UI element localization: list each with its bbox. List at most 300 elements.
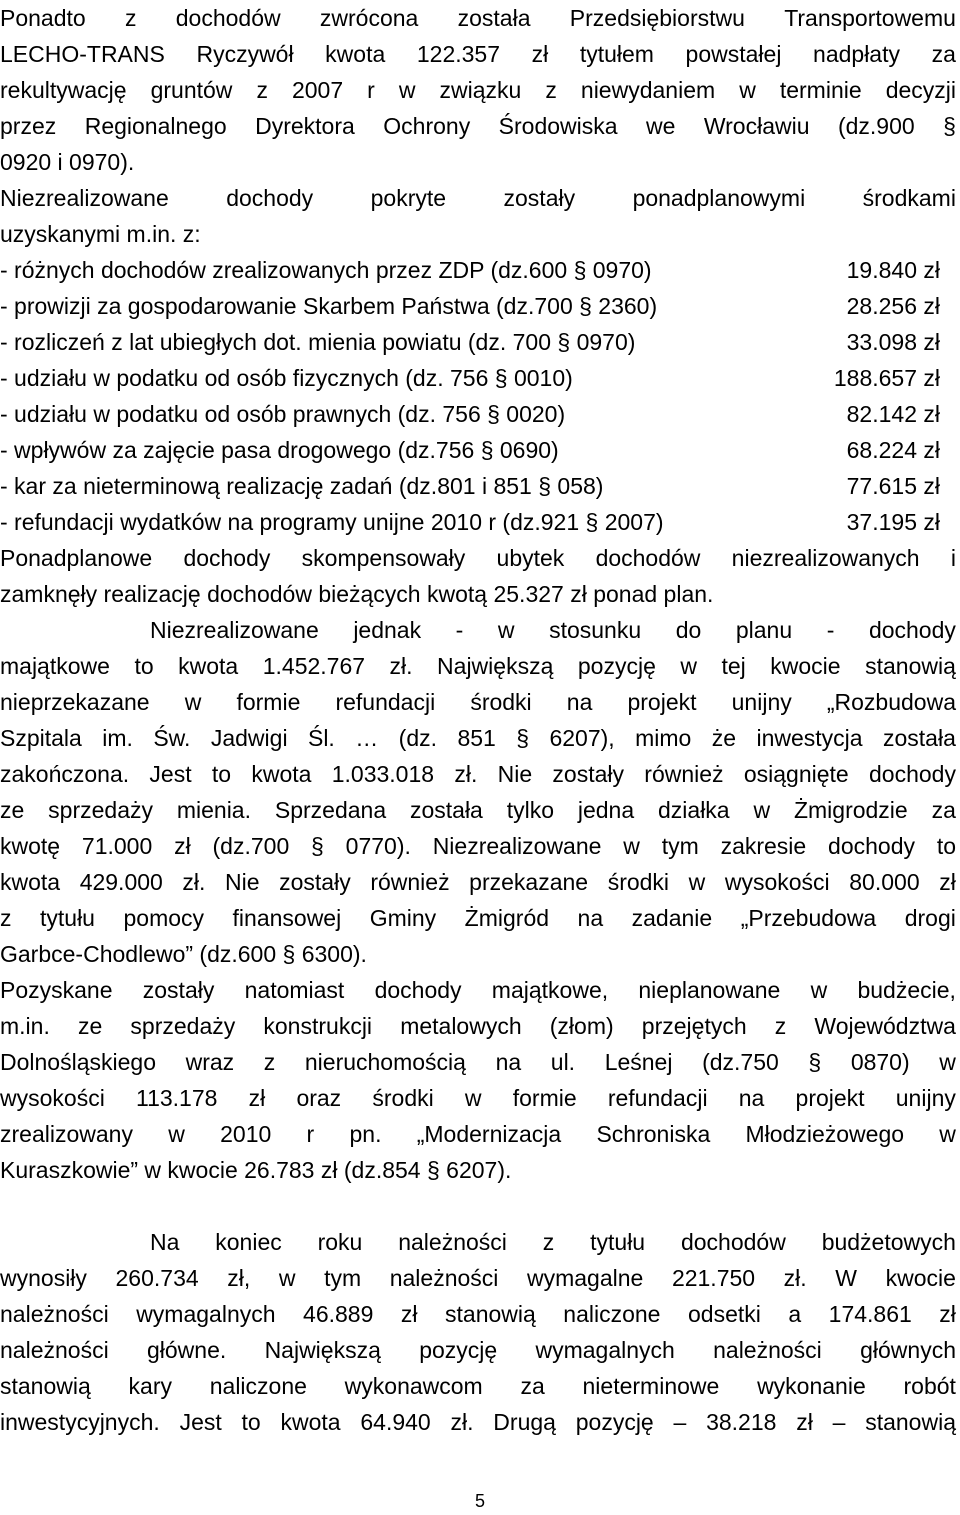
- word: stanowią: [865, 1409, 956, 1435]
- word: budżetowych: [821, 1229, 956, 1255]
- word: w: [753, 797, 771, 823]
- word: finansowej: [232, 905, 342, 931]
- word: kary: [128, 1373, 172, 1399]
- word: Wrocławiu: [703, 113, 810, 139]
- word: zakończona.: [0, 761, 130, 787]
- word: 122.357: [416, 41, 500, 67]
- paragraph-line-last: Garbce-Chodlewo” (dz.600 § 6300).: [0, 941, 367, 967]
- word: Leśnej: [604, 1049, 673, 1075]
- paragraph-line: [0, 648, 956, 684]
- word: Jadwigi: [210, 725, 288, 751]
- word: gruntów: [150, 77, 233, 103]
- word: kwota: [325, 41, 386, 67]
- word: została: [409, 797, 483, 823]
- word: w: [497, 617, 515, 643]
- word: 1.452.767: [262, 653, 366, 679]
- paragraph-line: [0, 1404, 956, 1440]
- word: Schroniska: [596, 1121, 711, 1147]
- word: dochody: [226, 185, 314, 211]
- word: §: [943, 113, 956, 139]
- list-item-label: - refundacji wydatków na programy unijne 2010 r (dz.921 § 2007): [0, 509, 664, 535]
- word: w: [464, 1085, 482, 1111]
- word: kwocie: [770, 653, 841, 679]
- word: r: [367, 77, 375, 103]
- word: Największą: [264, 1337, 381, 1363]
- word: unijny: [731, 689, 792, 715]
- word: do: [675, 617, 702, 643]
- word: na: [495, 1049, 522, 1075]
- paragraph-line-last: 0920 i 0970).: [0, 149, 135, 175]
- word: wraz: [185, 1049, 235, 1075]
- word: Nie: [497, 761, 533, 787]
- word: 429.000: [79, 869, 163, 895]
- word: Jest: [149, 761, 192, 787]
- word: to: [134, 653, 154, 679]
- word: Nie: [225, 869, 260, 895]
- word: dochodów: [175, 5, 281, 31]
- word: zł.: [182, 869, 206, 895]
- list-item-label: - udziału w podatku od osób prawnych (dz. 756 § 0020): [0, 401, 566, 427]
- word: nadpłaty: [813, 41, 900, 67]
- paragraph-line: [0, 180, 956, 216]
- word: stanowią: [445, 1301, 536, 1327]
- word: Ryczywół: [196, 41, 294, 67]
- paragraph-line: [0, 1116, 956, 1152]
- word: zakresie: [720, 833, 807, 859]
- list-item-label: - wpływów za zajęcie pasa drogowego (dz.756 § 0690): [0, 437, 559, 463]
- paragraph-line: [0, 900, 956, 936]
- word: powstałej: [685, 41, 782, 67]
- word: dochody: [868, 617, 956, 643]
- word: pozycję: [577, 653, 656, 679]
- word: 80.000: [849, 869, 920, 895]
- word: 0870): [850, 1049, 910, 1075]
- list-item-amount: 33.098 zł: [846, 329, 940, 355]
- paragraph-line: [0, 792, 956, 828]
- paragraph-line-indented: [0, 612, 956, 648]
- word: w: [398, 77, 416, 103]
- word: jednak: [353, 617, 422, 643]
- word: oraz: [296, 1085, 342, 1111]
- word: sprzedaży: [130, 1013, 236, 1039]
- word: pomocy: [123, 905, 205, 931]
- word: należności: [0, 1337, 109, 1363]
- word: Niezrealizowane: [432, 833, 602, 859]
- word: roku: [317, 1229, 363, 1255]
- word: w: [168, 1121, 185, 1147]
- word: 1.033.018: [331, 761, 435, 787]
- word: w: [680, 653, 697, 679]
- word: Jest: [179, 1409, 222, 1435]
- word: Gminy: [369, 905, 437, 931]
- word: niezrealizowanych: [731, 545, 920, 571]
- word: przez: [0, 113, 57, 139]
- word: kwota: [280, 1409, 341, 1435]
- list-item: [0, 432, 940, 468]
- word: zł.: [389, 653, 413, 679]
- paragraph-line: [0, 1260, 956, 1296]
- list-item-label: - kar za nieterminową realizację zadań (dz.801 i 851 § 058): [0, 473, 604, 499]
- paragraph-line: [0, 0, 956, 36]
- word: wysokości: [724, 869, 830, 895]
- word: to: [211, 761, 232, 787]
- word: majątkowe: [0, 653, 110, 679]
- word: zł: [174, 833, 191, 859]
- word: zł: [248, 1085, 266, 1111]
- word: §: [516, 725, 530, 751]
- word: ze: [77, 1013, 103, 1039]
- word: należności: [389, 1265, 499, 1291]
- word: planu: [735, 617, 793, 643]
- word: nieterminowe: [582, 1373, 720, 1399]
- word: wynosiły: [0, 1265, 87, 1291]
- word: 221.750: [671, 1265, 756, 1291]
- word: „Modernizacja: [416, 1121, 562, 1147]
- word: z: [124, 5, 137, 31]
- word: Przedsiębiorstwu: [569, 5, 745, 31]
- word: pozycję: [419, 1337, 498, 1363]
- word: z: [545, 77, 557, 103]
- word: Ponadplanowe: [0, 545, 153, 571]
- word: za: [931, 797, 956, 823]
- word: zł.: [450, 1409, 474, 1435]
- word: wysokości: [0, 1085, 105, 1111]
- word: refundacji: [335, 689, 436, 715]
- list-item-label: - rozliczeń z lat ubiegłych dot. mienia powiatu (dz. 700 § 0970): [0, 329, 636, 355]
- word: Dyrektora: [255, 113, 355, 139]
- word: terminie: [779, 77, 862, 103]
- word: z: [0, 905, 12, 931]
- word: …: [355, 725, 379, 751]
- word: (dz.700: [212, 833, 290, 859]
- word: wymagalnych: [535, 1337, 675, 1363]
- word: na: [566, 689, 593, 715]
- word: przejętych: [641, 1013, 747, 1039]
- list-item-amount: 188.657 zł: [833, 365, 940, 391]
- list-item-amount: 77.615 zł: [846, 473, 940, 499]
- word: zł: [796, 1409, 813, 1435]
- word: -: [826, 617, 835, 643]
- word: Transportowemu: [784, 5, 956, 31]
- word: Młodzieżowego: [745, 1121, 905, 1147]
- word: koniec: [215, 1229, 282, 1255]
- word: tej: [721, 653, 746, 679]
- word: Żmigród: [464, 905, 550, 931]
- word: 260.734: [115, 1265, 199, 1291]
- word: również: [370, 869, 450, 895]
- word: zrealizowany: [0, 1121, 133, 1147]
- word: wymagalne: [527, 1265, 644, 1291]
- paragraph-line: [0, 828, 956, 864]
- paragraph-line-last: zamknęły realizację dochodów bieżących kwotą 25.327 zł ponad plan.: [0, 581, 714, 607]
- word: 2010: [220, 1121, 272, 1147]
- word: pn.: [349, 1121, 382, 1147]
- word: ze: [0, 797, 25, 823]
- word: a: [788, 1301, 802, 1327]
- word: refundacji: [607, 1085, 708, 1111]
- word: inwestycyjnych.: [0, 1409, 160, 1435]
- paragraph-line: [0, 540, 956, 576]
- word: pozycję: [575, 1409, 654, 1435]
- word: (dz.: [398, 725, 438, 751]
- word: W: [835, 1265, 857, 1291]
- word: w: [939, 1049, 956, 1075]
- word: ul.: [550, 1049, 576, 1075]
- word: zł: [400, 1301, 418, 1327]
- word: kwota: [251, 761, 312, 787]
- word: jedna: [577, 797, 635, 823]
- word: natomiast: [244, 977, 345, 1003]
- word: (dz.750: [702, 1049, 779, 1075]
- word: zł.: [454, 761, 478, 787]
- word: nieplanowane: [638, 977, 781, 1003]
- word: mimo: [635, 725, 692, 751]
- word: unijny: [895, 1085, 956, 1111]
- word: Śl.: [307, 725, 335, 751]
- word: Ochrony: [383, 113, 471, 139]
- paragraph-line: [0, 684, 956, 720]
- word: Szpitala: [0, 725, 82, 751]
- word: –: [832, 1409, 846, 1435]
- list-item: [0, 504, 940, 540]
- word: środki: [470, 689, 532, 715]
- word: rekultywację: [0, 77, 127, 103]
- paragraph-line: [0, 1044, 956, 1080]
- word: należności: [713, 1337, 822, 1363]
- word: sprzedaży: [48, 797, 153, 823]
- paragraph-line: [0, 1008, 956, 1044]
- word: odsetki: [687, 1301, 761, 1327]
- list-item: [0, 468, 940, 504]
- word: tym: [324, 1265, 362, 1291]
- word: Środowiska: [498, 113, 618, 139]
- word: zostały: [142, 977, 215, 1003]
- word: tytułu: [590, 1229, 646, 1255]
- word: 38.218: [706, 1409, 777, 1435]
- word: ubytek: [496, 545, 565, 571]
- list-item-amount: 68.224 zł: [846, 437, 940, 463]
- word: Największą: [437, 653, 554, 679]
- word: również: [644, 761, 724, 787]
- word: we: [646, 113, 676, 139]
- list-item-label: - udziału w podatku od osób fizycznych (dz. 756 § 0010): [0, 365, 573, 391]
- word: dochody: [828, 833, 915, 859]
- word: m.in.: [0, 1013, 50, 1039]
- word: zostały: [279, 869, 351, 895]
- word: 113.178: [136, 1085, 218, 1111]
- word: zwrócona: [319, 5, 419, 31]
- word: została: [457, 5, 531, 31]
- word: tylko: [506, 797, 554, 823]
- word: Niezrealizowane: [150, 617, 319, 643]
- paragraph-line: [0, 1332, 956, 1368]
- word: w: [810, 977, 828, 1003]
- word: dochody: [868, 761, 956, 787]
- word: 851: [457, 725, 496, 751]
- word: budżecie,: [857, 977, 956, 1003]
- word: że: [711, 725, 737, 751]
- word: im.: [102, 725, 133, 751]
- list-item: [0, 396, 940, 432]
- word: główne.: [146, 1337, 227, 1363]
- word: dochody: [374, 977, 462, 1003]
- word: przekazane: [469, 869, 589, 895]
- word: stosunku: [549, 617, 642, 643]
- word: w: [739, 77, 756, 103]
- word: dochodów: [680, 1229, 786, 1255]
- paragraph-line: [0, 72, 956, 108]
- word: tym: [661, 833, 699, 859]
- word: zadanie: [631, 905, 713, 931]
- word: w: [623, 833, 640, 859]
- word: za: [931, 41, 956, 67]
- word: konstrukcji: [263, 1013, 373, 1039]
- word: majątkowe,: [491, 977, 609, 1003]
- word: z: [774, 1013, 787, 1039]
- word: z: [263, 1049, 276, 1075]
- word: środki: [607, 869, 670, 895]
- word: związku: [439, 77, 522, 103]
- word: 71.000: [81, 833, 153, 859]
- word: nieprzekazane: [0, 689, 150, 715]
- word: kwotę: [0, 833, 61, 859]
- word: Województwa: [814, 1013, 956, 1039]
- paragraph-line-indented: [0, 1224, 956, 1260]
- word: została: [883, 725, 956, 751]
- word: i: [950, 545, 956, 571]
- word: drogi: [904, 905, 956, 931]
- list-item-amount: 28.256 zł: [846, 293, 940, 319]
- word: robót: [903, 1373, 956, 1399]
- word: to: [936, 833, 956, 859]
- paragraph-line: [0, 720, 956, 756]
- word: na: [577, 905, 604, 931]
- word: Pozyskane: [0, 977, 113, 1003]
- word: 2007: [291, 77, 344, 103]
- word: w: [688, 869, 706, 895]
- paragraph-line: [0, 1368, 956, 1404]
- word: środkami: [862, 185, 956, 211]
- word: wykonawcom: [344, 1373, 483, 1399]
- word: 0770).: [345, 833, 411, 859]
- list-item-amount: 82.142 zł: [846, 401, 940, 427]
- word: (dz.900: [837, 113, 915, 139]
- word: środki: [372, 1085, 434, 1111]
- word: w: [939, 1121, 956, 1147]
- word: formie: [512, 1085, 577, 1111]
- word: projekt: [795, 1085, 865, 1111]
- word: LECHO-TRANS: [0, 41, 165, 67]
- word: za: [520, 1373, 545, 1399]
- word: decyzji: [885, 77, 956, 103]
- word: „Rozbudowa: [826, 689, 956, 715]
- list-item-label: - różnych dochodów zrealizowanych przez ZDP (dz.600 § 0970): [0, 257, 652, 283]
- word: w: [278, 1265, 296, 1291]
- word: kwota: [0, 869, 61, 895]
- word: tytułem: [579, 41, 654, 67]
- word: „Przebudowa: [740, 905, 877, 931]
- word: stanowią: [0, 1373, 91, 1399]
- word: inwestycja: [756, 725, 863, 751]
- word: zostały: [503, 185, 576, 211]
- word: wymagalnych: [136, 1301, 276, 1327]
- word: projekt: [627, 689, 697, 715]
- paragraph-line: [0, 1080, 956, 1116]
- word: z: [542, 1229, 555, 1255]
- word: zostały: [552, 761, 625, 787]
- word: 64.940: [360, 1409, 431, 1435]
- word: (złom): [549, 1013, 614, 1039]
- word: stanowią: [865, 653, 956, 679]
- word: naliczone: [209, 1373, 307, 1399]
- word: Dolnośląskiego: [0, 1049, 156, 1075]
- word: należności: [398, 1229, 507, 1255]
- word: Św.: [153, 725, 191, 751]
- word: r: [306, 1121, 315, 1147]
- word: to: [241, 1409, 261, 1435]
- word: osiągnięte: [743, 761, 849, 787]
- word: -: [455, 617, 464, 643]
- list-item: [0, 252, 940, 288]
- word: Żmigrodzie: [793, 797, 908, 823]
- paragraph-line-last: Kuraszkowie” w kwocie 26.783 zł (dz.854 § 6207).: [0, 1157, 512, 1183]
- word: Sprzedana: [274, 797, 387, 823]
- word: metalowych: [400, 1013, 522, 1039]
- paragraph-line-last: uzyskanymi m.in. z:: [0, 221, 201, 247]
- word: pokryte: [370, 185, 447, 211]
- word: 46.889: [303, 1301, 374, 1327]
- paragraph-line: [0, 1296, 956, 1332]
- word: Ponadto: [0, 5, 86, 31]
- word: w: [184, 689, 202, 715]
- word: zł.: [783, 1265, 807, 1291]
- word: Regionalnego: [84, 113, 227, 139]
- list-item: [0, 360, 940, 396]
- word: naliczone: [563, 1301, 661, 1327]
- word: Drugą: [493, 1409, 556, 1435]
- word: z: [256, 77, 268, 103]
- paragraph-line: [0, 108, 956, 144]
- paragraph-line: [0, 972, 956, 1008]
- word: –: [673, 1409, 687, 1435]
- word: skompensowały: [301, 545, 466, 571]
- word: kwota: [178, 653, 239, 679]
- word: tytułu: [40, 905, 95, 931]
- paragraph-line: [0, 756, 956, 792]
- paragraph-line: [0, 864, 956, 900]
- word: mienia.: [176, 797, 251, 823]
- page-number: 5: [474, 1491, 485, 1511]
- word: nieruchomością: [304, 1049, 466, 1075]
- word: niewydaniem: [580, 77, 716, 103]
- word: formie: [236, 689, 301, 715]
- word: głównych: [860, 1337, 956, 1363]
- word: Na: [150, 1229, 180, 1255]
- word: działka: [658, 797, 730, 823]
- word: §: [808, 1049, 822, 1075]
- word: 174.861: [828, 1301, 912, 1327]
- word: 6207),: [549, 725, 615, 751]
- word: należności: [0, 1301, 109, 1327]
- paragraph-line: [0, 36, 956, 72]
- list-item: [0, 288, 940, 324]
- word: dochodów: [595, 545, 701, 571]
- list-item: [0, 324, 940, 360]
- word: zł,: [227, 1265, 251, 1291]
- word: zł: [939, 869, 956, 895]
- list-item-label: - prowizji za gospodarowanie Skarbem Państwa (dz.700 § 2360): [0, 293, 658, 319]
- word: §: [311, 833, 324, 859]
